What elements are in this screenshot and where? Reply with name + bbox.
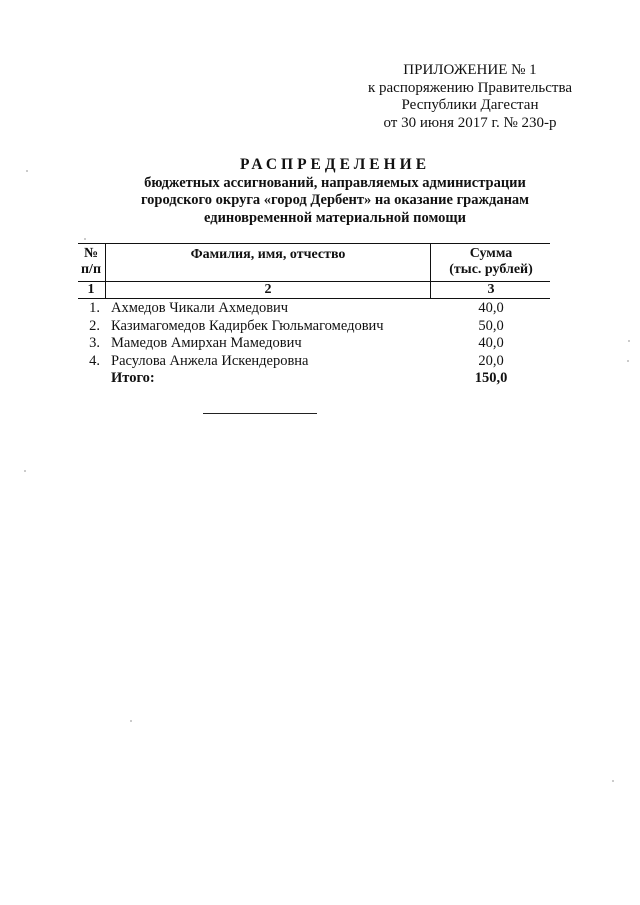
row-number: 3. bbox=[89, 335, 100, 351]
table-body bbox=[78, 299, 550, 388]
table-row bbox=[78, 300, 550, 318]
scan-speck bbox=[24, 470, 26, 472]
row-name: Расулова Анжела Искендеровна bbox=[111, 352, 309, 369]
table-row bbox=[78, 335, 550, 353]
column-number-1: 1 bbox=[87, 282, 95, 297]
title-line-1: бюджетных ассигнований, направляемых администрации bbox=[144, 174, 526, 191]
row-number: 2. bbox=[89, 317, 100, 334]
appendix-reference: к распоряжению Правительства bbox=[367, 79, 572, 96]
document-title: РАСПРЕДЕЛЕНИЕ bbox=[239, 156, 431, 173]
row-name: Ахмедов Чикали Ахмедович bbox=[111, 300, 289, 316]
document-title-block bbox=[100, 156, 570, 227]
header-sum-unit: (тыс. рублей) bbox=[449, 262, 533, 277]
appendix-title: ПРИЛОЖЕНИЕ № 1 bbox=[403, 62, 537, 78]
title-line-3: единовременной материальной помощи bbox=[203, 209, 466, 226]
scan-speck bbox=[130, 720, 132, 722]
header-sum-title: Сумма bbox=[469, 246, 513, 261]
column-number-2: 2 bbox=[105, 282, 431, 298]
scan-speck bbox=[612, 780, 614, 782]
appendix-republic: Республики Дагестан bbox=[401, 97, 539, 113]
total-label: Итого: bbox=[111, 370, 155, 386]
table-row bbox=[78, 353, 550, 371]
column-number-row bbox=[78, 282, 550, 299]
closing-divider bbox=[203, 413, 317, 414]
scan-speck bbox=[84, 238, 86, 240]
column-number-3: 3 bbox=[487, 282, 495, 297]
row-sum: 50,0 bbox=[478, 317, 504, 334]
header-name: Фамилия, имя, отчество bbox=[105, 244, 431, 281]
header-number-symbol: № bbox=[83, 246, 99, 261]
scan-speck bbox=[628, 340, 630, 342]
header-number bbox=[78, 244, 104, 281]
title-line-2: городского округа «город Дербент» на оказание гражданам bbox=[140, 192, 530, 208]
row-number: 4. bbox=[89, 352, 100, 369]
table-row bbox=[78, 318, 550, 336]
table-total-row bbox=[78, 370, 550, 388]
distribution-table bbox=[78, 243, 550, 388]
header-number-abbr: п/п bbox=[80, 262, 102, 277]
row-name: Казимагомедов Кадирбек Гюльмагомедович bbox=[111, 317, 384, 334]
header-sum bbox=[432, 244, 550, 281]
appendix-block bbox=[350, 62, 590, 132]
scan-speck bbox=[26, 170, 28, 172]
row-sum: 20,0 bbox=[478, 352, 504, 369]
appendix-date: от 30 июня 2017 г. № 230-р bbox=[383, 114, 557, 131]
row-name: Мамедов Амирхан Мамедович bbox=[111, 335, 302, 351]
total-sum: 150,0 bbox=[474, 370, 508, 386]
row-sum: 40,0 bbox=[478, 300, 504, 316]
scan-speck bbox=[627, 360, 629, 362]
row-sum: 40,0 bbox=[478, 335, 504, 351]
table-header bbox=[78, 243, 550, 282]
row-number: 1. bbox=[89, 300, 100, 316]
